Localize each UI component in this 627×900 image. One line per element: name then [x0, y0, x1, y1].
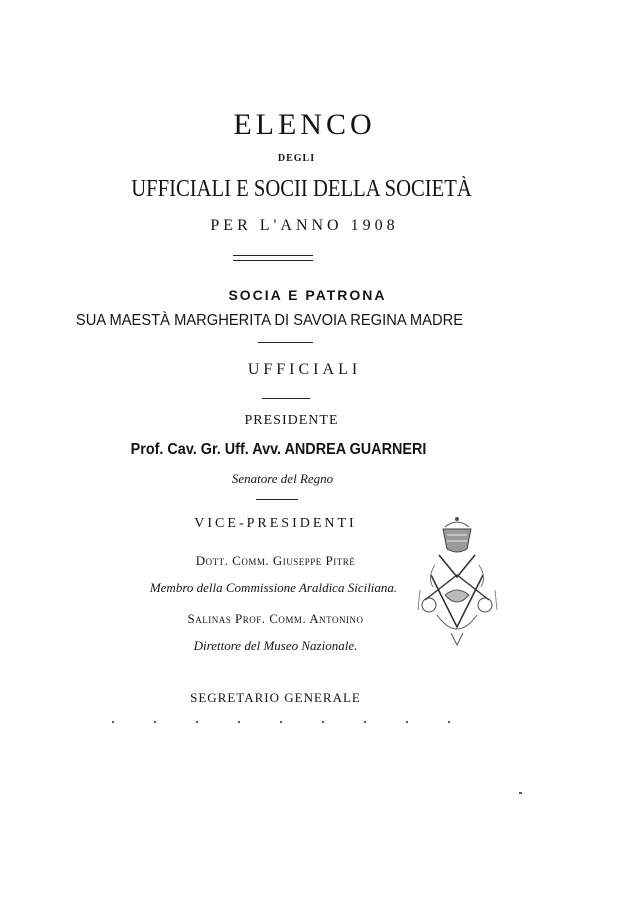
degli-connector: DEGLI: [277, 153, 316, 164]
vice-presidente-name: Salinas Prof. Comm. Antonino: [187, 611, 364, 626]
presidente-name: Prof. Cav. Gr. Uff. Avv. ANDREA GUARNERI: [130, 441, 427, 458]
presidente-role: Senatore del Regno: [231, 471, 334, 486]
section-divider: [256, 499, 298, 500]
vice-presidente-name: Dott. Comm. Giuseppe Pitrè: [195, 553, 356, 568]
segretario-generale-label: SEGRETARIO GENERALE: [190, 690, 361, 705]
socia-patrona-name: SUA MAESTÀ MARGHERITA DI SAVOIA REGINA MADRE: [75, 312, 464, 329]
vice-presidenti-label: VICE-PRESIDENTI: [194, 516, 357, 531]
socia-patrona-label: SOCIA E PATRONA: [228, 287, 387, 303]
segretario-placeholder-dots: . . . . . . . . .: [111, 710, 468, 727]
document-title: ELENCO: [233, 108, 376, 141]
library-stamp-icon: [415, 515, 500, 655]
print-speck: [519, 792, 522, 794]
section-divider: [262, 398, 310, 399]
presidente-label: PRESIDENTE: [244, 413, 339, 428]
document-subtitle: UFFICIALI E SOCII DELLA SOCIETÀ: [131, 176, 472, 202]
section-divider: [258, 342, 313, 343]
vice-presidente-role: Membro della Commissione Araldica Siciliana.: [149, 580, 398, 595]
vice-presidente-role: Direttore del Museo Nazionale.: [193, 638, 358, 653]
double-rule-divider: [233, 255, 313, 261]
document-year: PER L'ANNO 1908: [210, 217, 399, 234]
ufficiali-heading: UFFICIALI: [247, 361, 362, 378]
